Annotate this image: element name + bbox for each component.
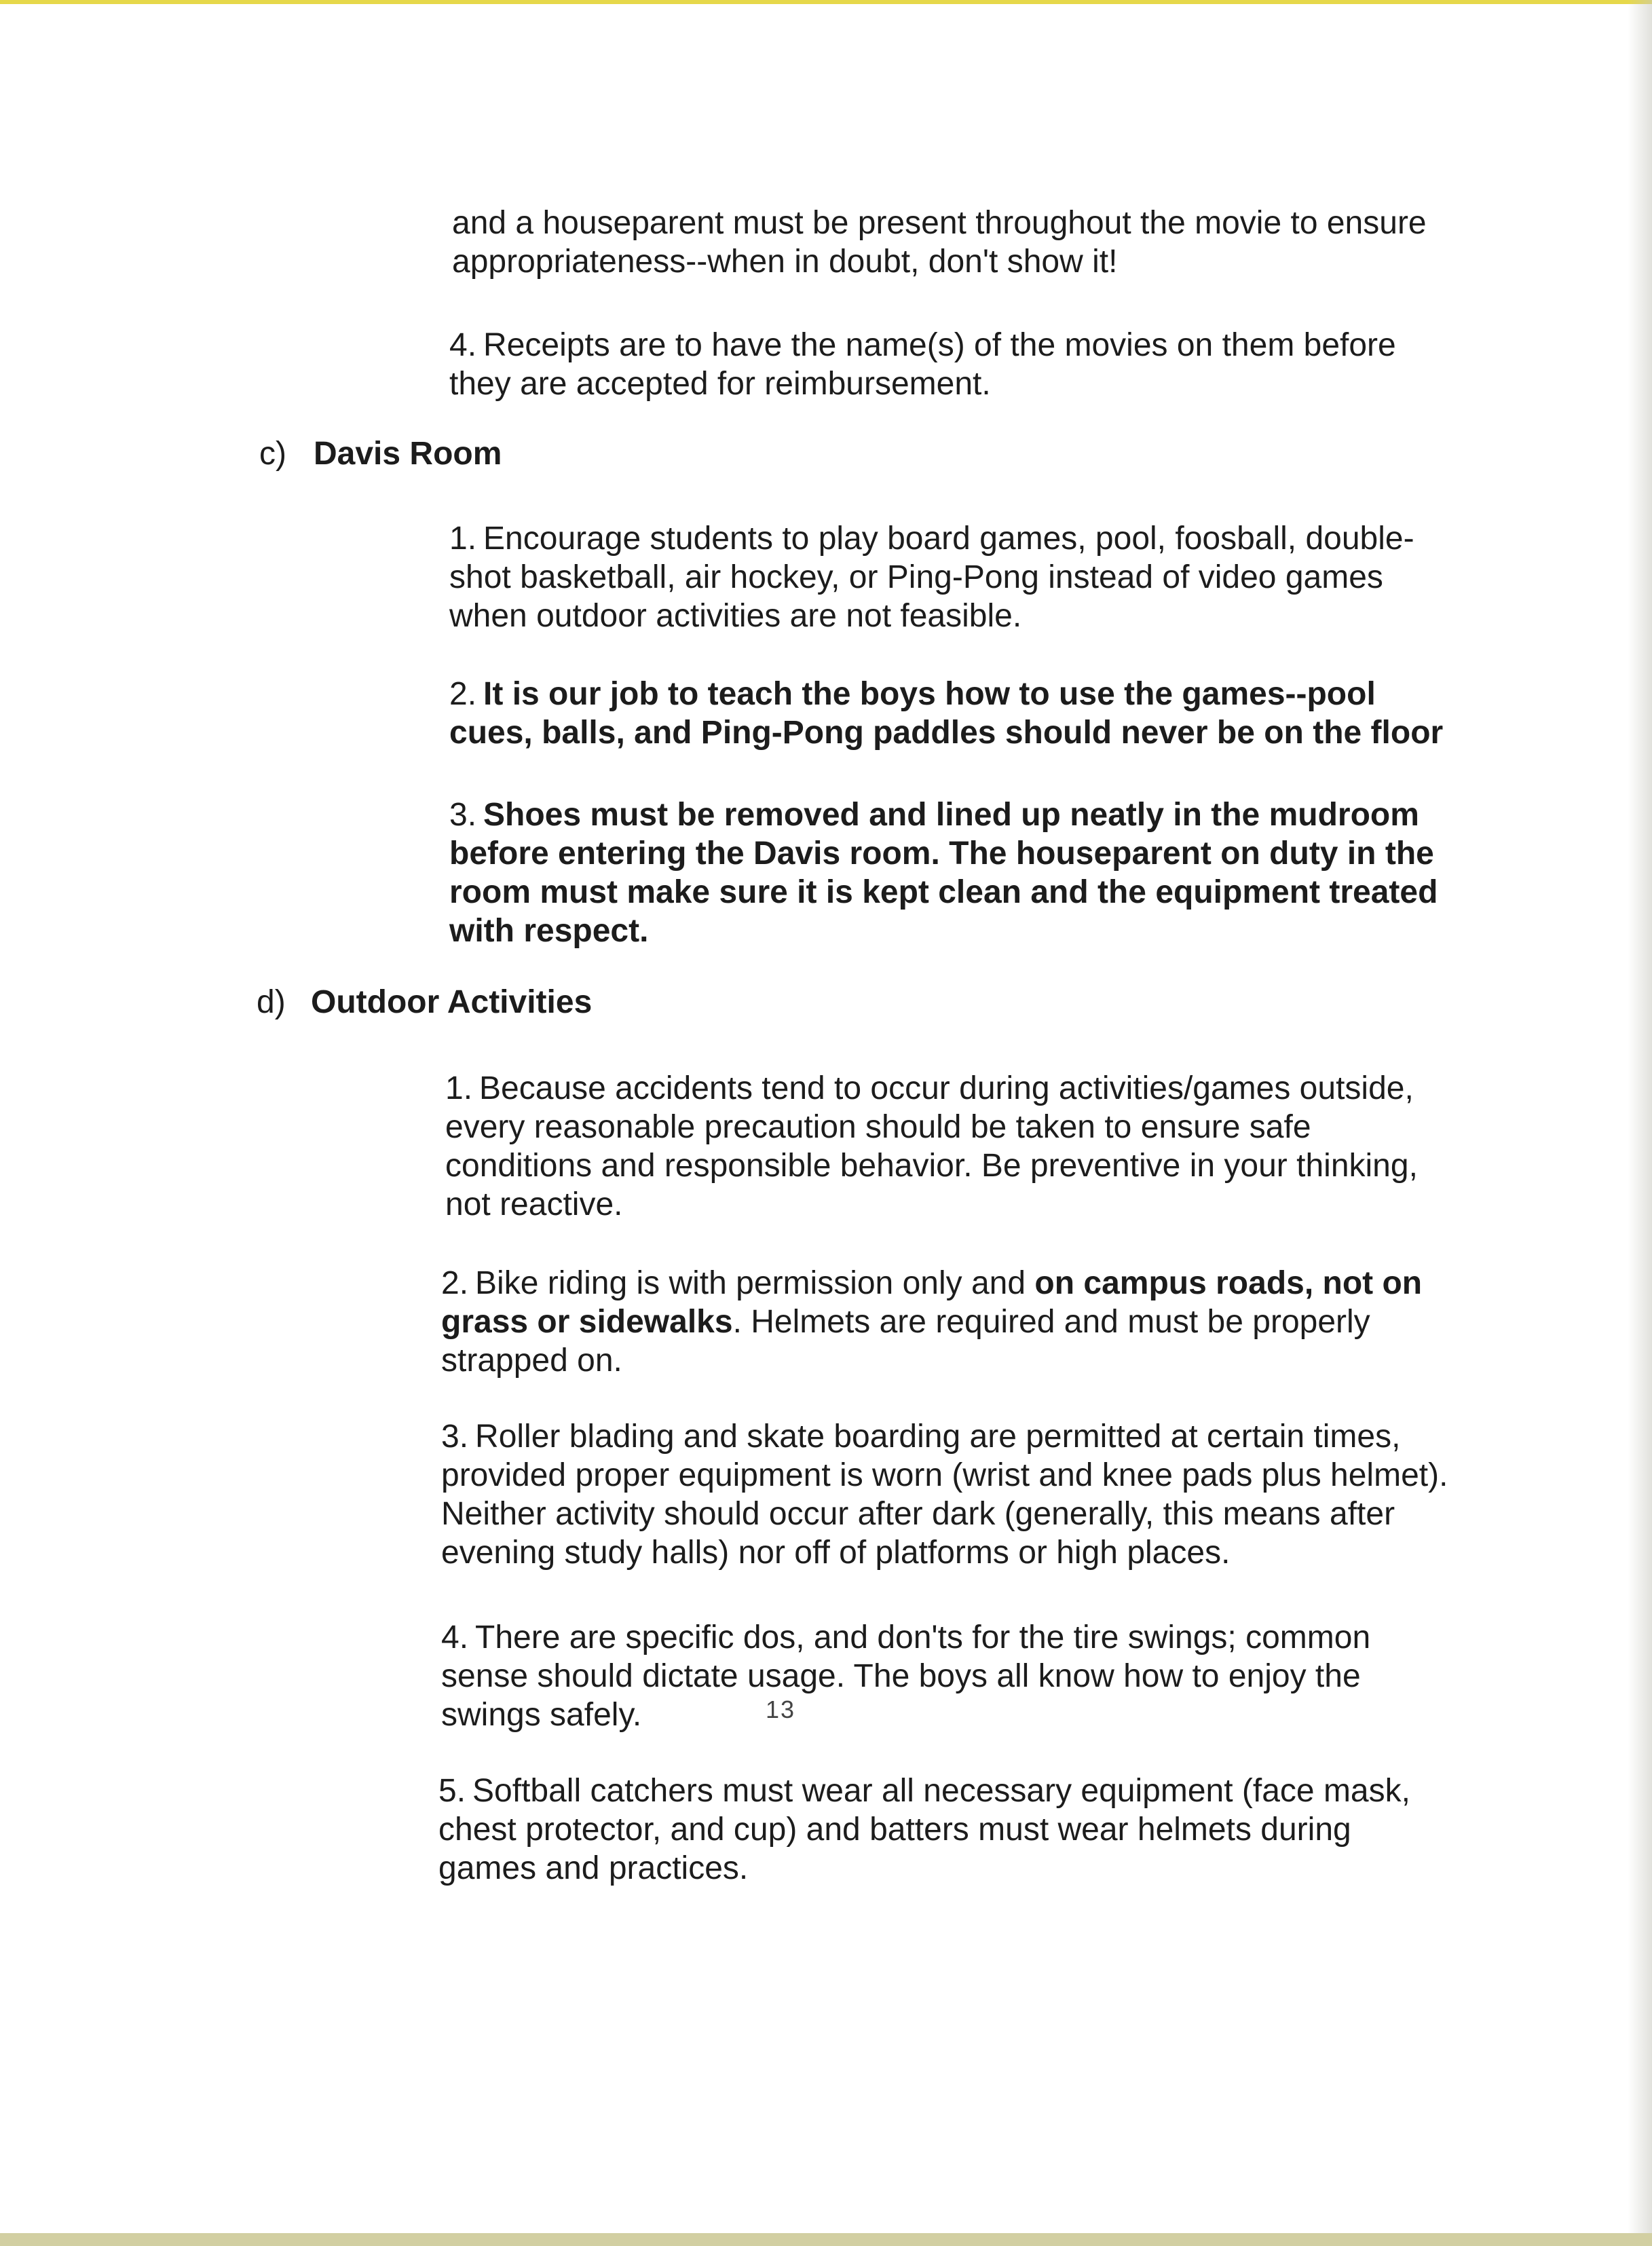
item-number: 4.: [449, 327, 477, 363]
text-line: not reactive.: [445, 1186, 623, 1222]
text-run-bold: grass or sidewalks: [441, 1304, 733, 1340]
text-line: strapped on.: [441, 1343, 622, 1379]
text-line: Neither activity should occur after dark (generally, this means after: [441, 1496, 1395, 1532]
text-line: Roller blading and skate boarding are permitted at certain times,: [475, 1419, 1401, 1455]
text-line: There are specific dos, and don'ts for the tire swings; common: [475, 1620, 1371, 1655]
item-number: 3.: [441, 1419, 469, 1455]
item-number: 2.: [449, 676, 477, 712]
text-line: Receipts are to have the name(s) of the movies on them before: [483, 327, 1396, 363]
text-run: . Helmets are required and must be properly: [732, 1304, 1370, 1340]
item-number: 4.: [441, 1620, 469, 1655]
davis-room-item-3: [449, 796, 1438, 950]
section-letter: c): [259, 436, 286, 472]
text-run: Bike riding is with permission only and: [475, 1265, 1035, 1301]
item-number: 3.: [449, 797, 477, 833]
text-run-bold: on campus roads, not on: [1034, 1265, 1423, 1301]
text-line: Because accidents tend to occur during activities/games outside,: [479, 1070, 1414, 1106]
item-number: 2.: [441, 1265, 469, 1301]
text-line: chest protector, and cup) and batters must wear helmets during: [438, 1812, 1351, 1848]
text-line: Encourage students to play board games, pool, foosball, double-: [483, 521, 1414, 557]
text-line: swings safely.: [441, 1697, 642, 1733]
davis-room-item-2: [449, 675, 1443, 752]
section-title: Outdoor Activities: [311, 984, 593, 1020]
section-title: Davis Room: [314, 436, 502, 472]
page-number: 13: [766, 1696, 796, 1723]
outdoor-item-2: [441, 1264, 1422, 1380]
text-line: before entering the Davis room. The houseparent on duty in the: [449, 836, 1434, 872]
text-line: room must make sure it is kept clean and the equipment treated: [449, 874, 1438, 910]
text-line: they are accepted for reimbursement.: [449, 366, 991, 402]
section-d-heading: [257, 983, 592, 1022]
text-line: shot basketball, air hockey, or Ping-Pong instead of video games: [449, 559, 1383, 595]
movies-item-4: [449, 326, 1396, 403]
text-line: when outdoor activities are not feasible.: [449, 598, 1022, 634]
text-line: Softball catchers must wear all necessary equipment (face mask,: [472, 1773, 1410, 1809]
text-line: provided proper equipment is worn (wrist and knee pads plus helmet).: [441, 1457, 1448, 1493]
outdoor-item-3: [441, 1417, 1448, 1572]
text-line: and a houseparent must be present throughout the movie to ensure: [452, 205, 1427, 241]
item-number: 5.: [438, 1773, 466, 1809]
text-line: every reasonable precaution should be taken to ensure safe: [445, 1109, 1311, 1145]
davis-room-item-1: [449, 519, 1414, 635]
page-right-shadow: [1628, 0, 1652, 2246]
item-number: 1.: [445, 1070, 473, 1106]
text-line: cues, balls, and Ping-Pong paddles should never be on the floor: [449, 715, 1444, 751]
section-letter: d): [257, 984, 286, 1020]
outdoor-item-5: [438, 1772, 1410, 1888]
text-line: It is our job to teach the boys how to use the games--pool: [483, 676, 1376, 712]
carryover-paragraph: [452, 204, 1427, 281]
text-line: Shoes must be removed and lined up neatly in the mudroom: [483, 797, 1419, 833]
item-number: 1.: [449, 521, 477, 557]
text-line: with respect.: [449, 913, 649, 949]
text-line: conditions and responsible behavior. Be preventive in your thinking,: [445, 1148, 1418, 1184]
page-bottom-edge: [0, 2233, 1652, 2246]
section-c-heading: [259, 434, 502, 473]
outdoor-item-1: [445, 1069, 1418, 1224]
text-line: appropriateness--when in doubt, don't show it!: [452, 244, 1118, 280]
text-line: games and practices.: [438, 1850, 749, 1886]
page-top-edge: [0, 0, 1652, 4]
outdoor-item-4: [441, 1618, 1370, 1734]
text-line: evening study halls) nor off of platforms or high places.: [441, 1535, 1231, 1571]
text-line: sense should dictate usage. The boys all know how to enjoy the: [441, 1658, 1361, 1694]
